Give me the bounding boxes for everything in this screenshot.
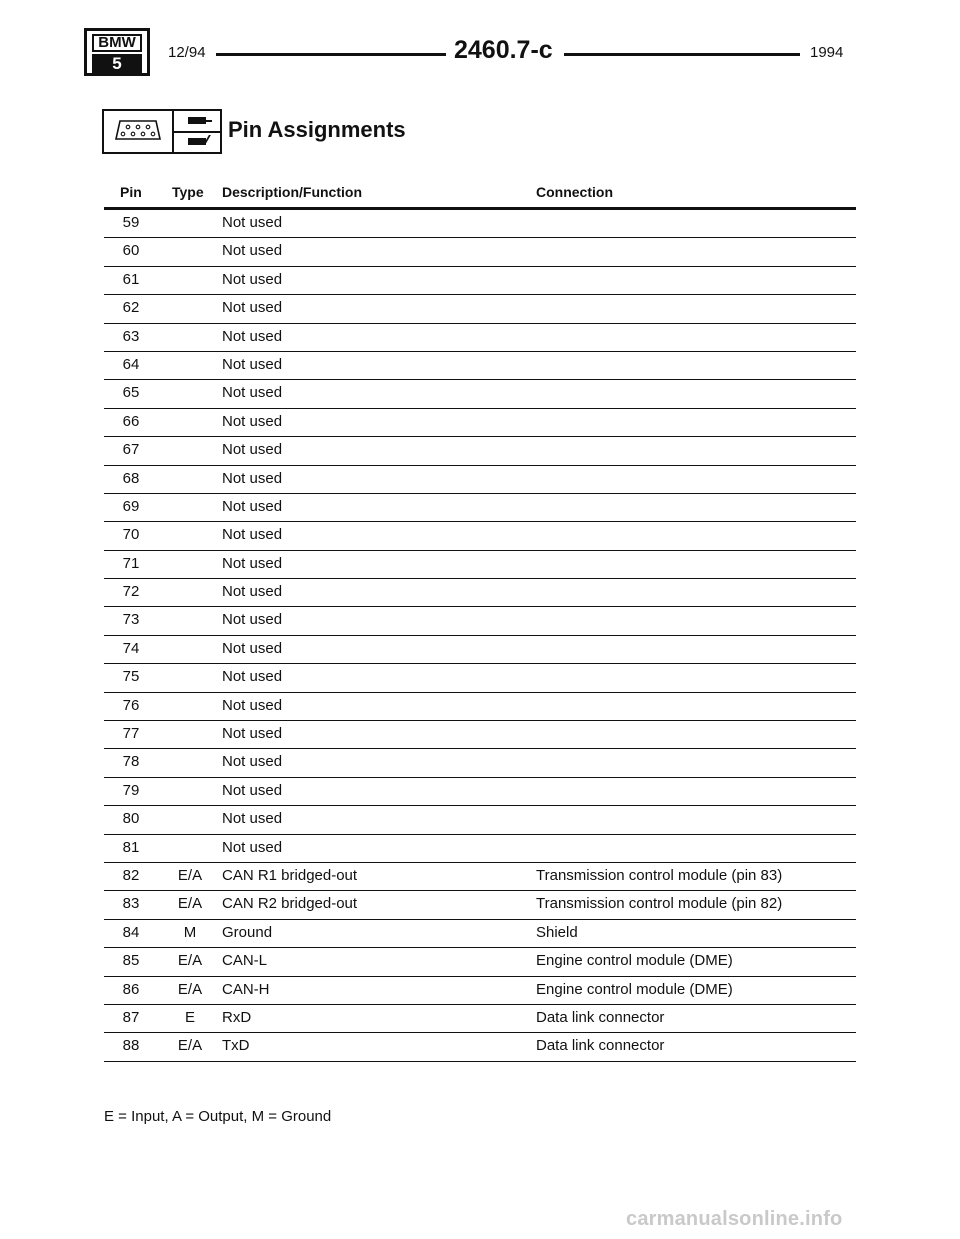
table-row <box>104 863 856 891</box>
cell-description: Not used <box>222 725 283 743</box>
cell-description: Not used <box>222 299 283 317</box>
pin-assignment-table <box>104 180 856 1062</box>
cell-pin: 65 <box>122 384 140 402</box>
cell-description: Not used <box>222 781 283 799</box>
cell-type: E/A <box>177 1037 203 1055</box>
cell-type: E/A <box>177 980 203 998</box>
document-code: 2460.7-c <box>454 36 553 64</box>
cell-description: CAN R2 bridged-out <box>222 895 358 913</box>
cell-connection: Shield <box>536 923 578 941</box>
cell-type: E/A <box>177 895 203 913</box>
cell-pin: 75 <box>122 668 140 686</box>
cell-description: Not used <box>222 497 283 515</box>
bmw-5-series-logo <box>84 28 150 76</box>
table-row <box>104 295 856 323</box>
cell-description: Not used <box>222 668 283 686</box>
cell-description: Not used <box>222 611 283 629</box>
cell-pin: 78 <box>122 753 140 771</box>
cell-pin: 87 <box>122 1008 140 1026</box>
table-row <box>104 210 856 238</box>
table-row <box>104 749 856 777</box>
cell-type: M <box>183 923 197 941</box>
table-row <box>104 835 856 863</box>
table-header <box>104 180 856 210</box>
cell-connection: Engine control module (DME) <box>536 980 733 998</box>
cell-pin: 60 <box>122 242 140 260</box>
cell-connection: Transmission control module (pin 82) <box>536 895 783 913</box>
header-rule-left <box>216 53 446 56</box>
cell-description: Not used <box>222 838 283 856</box>
cell-pin: 84 <box>122 923 140 941</box>
cell-description: Not used <box>222 355 283 373</box>
header-date: 12/94 <box>168 44 206 61</box>
cell-description: Not used <box>222 412 283 430</box>
cell-pin: 63 <box>122 327 140 345</box>
cell-description: Not used <box>222 696 283 714</box>
cell-pin: 85 <box>122 952 140 970</box>
cell-pin: 83 <box>122 895 140 913</box>
table-row <box>104 636 856 664</box>
cell-description: Not used <box>222 526 283 544</box>
col-header-type: Type <box>172 184 204 200</box>
cell-description: Not used <box>222 639 283 657</box>
cell-pin: 82 <box>122 866 140 884</box>
table-row <box>104 267 856 295</box>
connector-face-icon <box>114 119 162 141</box>
cell-pin: 70 <box>122 526 140 544</box>
cell-description: Not used <box>222 270 283 288</box>
cell-description: Not used <box>222 753 283 771</box>
table-row <box>104 891 856 919</box>
cell-description: Not used <box>222 441 283 459</box>
cell-description: TxD <box>222 1037 250 1055</box>
col-header-description: Description/Function <box>222 184 362 200</box>
header-year: 1994 <box>810 44 844 61</box>
watermark: carmanualsonline.info <box>626 1208 843 1230</box>
cell-description: Not used <box>222 384 283 402</box>
cell-description: CAN-H <box>222 980 270 998</box>
cell-description: Not used <box>222 214 283 231</box>
cell-pin: 67 <box>122 441 140 459</box>
cell-pin: 79 <box>122 781 140 799</box>
cell-description: RxD <box>222 1008 252 1026</box>
table-row <box>104 664 856 692</box>
table-row <box>104 693 856 721</box>
cell-pin: 76 <box>122 696 140 714</box>
cell-description: Not used <box>222 810 283 828</box>
table-row <box>104 238 856 266</box>
cell-description: CAN R1 bridged-out <box>222 866 358 884</box>
cell-connection: Data link connector <box>536 1008 665 1026</box>
table-row <box>104 948 856 976</box>
type-legend: E = Input, A = Output, M = Ground <box>104 1108 332 1125</box>
plug-female-icon <box>188 138 206 145</box>
table-row <box>104 778 856 806</box>
cell-pin: 77 <box>122 725 140 743</box>
cell-type: E/A <box>177 866 203 884</box>
table-row <box>104 522 856 550</box>
col-header-connection: Connection <box>536 184 613 200</box>
cell-pin: 66 <box>122 412 140 430</box>
table-row <box>104 409 856 437</box>
cell-description: Not used <box>222 583 283 601</box>
cell-description: CAN-L <box>222 952 268 970</box>
cell-description: Ground <box>222 923 273 941</box>
table-row <box>104 977 856 1005</box>
cell-pin: 59 <box>122 214 140 231</box>
cell-description: Not used <box>222 554 283 572</box>
plug-male-icon <box>188 117 206 124</box>
cell-type: E <box>184 1008 195 1026</box>
cell-description: Not used <box>222 469 283 487</box>
cell-pin: 64 <box>122 355 140 373</box>
cell-pin: 69 <box>122 497 140 515</box>
cell-pin: 80 <box>122 810 140 828</box>
table-row <box>104 380 856 408</box>
logo-brand: BMW <box>92 34 142 52</box>
cell-pin: 72 <box>122 583 140 601</box>
table-row <box>104 1033 856 1061</box>
table-row <box>104 920 856 948</box>
cell-pin: 68 <box>122 469 140 487</box>
table-row <box>104 1005 856 1033</box>
cell-pin: 71 <box>122 554 140 572</box>
table-row <box>104 806 856 834</box>
cell-pin: 86 <box>122 980 140 998</box>
table-row <box>104 352 856 380</box>
cell-connection: Data link connector <box>536 1037 665 1055</box>
col-header-pin: Pin <box>120 184 142 200</box>
connector-pin-icon <box>102 109 222 154</box>
cell-pin: 73 <box>122 611 140 629</box>
table-row <box>104 551 856 579</box>
cell-type: E/A <box>177 952 203 970</box>
logo-series: 5 <box>92 54 142 73</box>
header-rule-right <box>564 53 800 56</box>
table-row <box>104 324 856 352</box>
cell-connection: Transmission control module (pin 83) <box>536 866 783 884</box>
cell-pin: 81 <box>122 838 140 856</box>
table-row <box>104 437 856 465</box>
table-row <box>104 466 856 494</box>
cell-pin: 88 <box>122 1037 140 1055</box>
table-body <box>104 210 856 1062</box>
table-row <box>104 494 856 522</box>
page-header <box>84 28 854 78</box>
cell-description: Not used <box>222 327 283 345</box>
cell-connection: Engine control module (DME) <box>536 952 733 970</box>
table-row <box>104 579 856 607</box>
cell-description: Not used <box>222 242 283 260</box>
cell-pin: 62 <box>122 299 140 317</box>
table-row <box>104 721 856 749</box>
icon-hline <box>174 131 220 133</box>
cell-pin: 74 <box>122 639 140 657</box>
table-row <box>104 607 856 635</box>
cell-pin: 61 <box>122 270 140 288</box>
page-title: Pin Assignments <box>228 117 406 142</box>
